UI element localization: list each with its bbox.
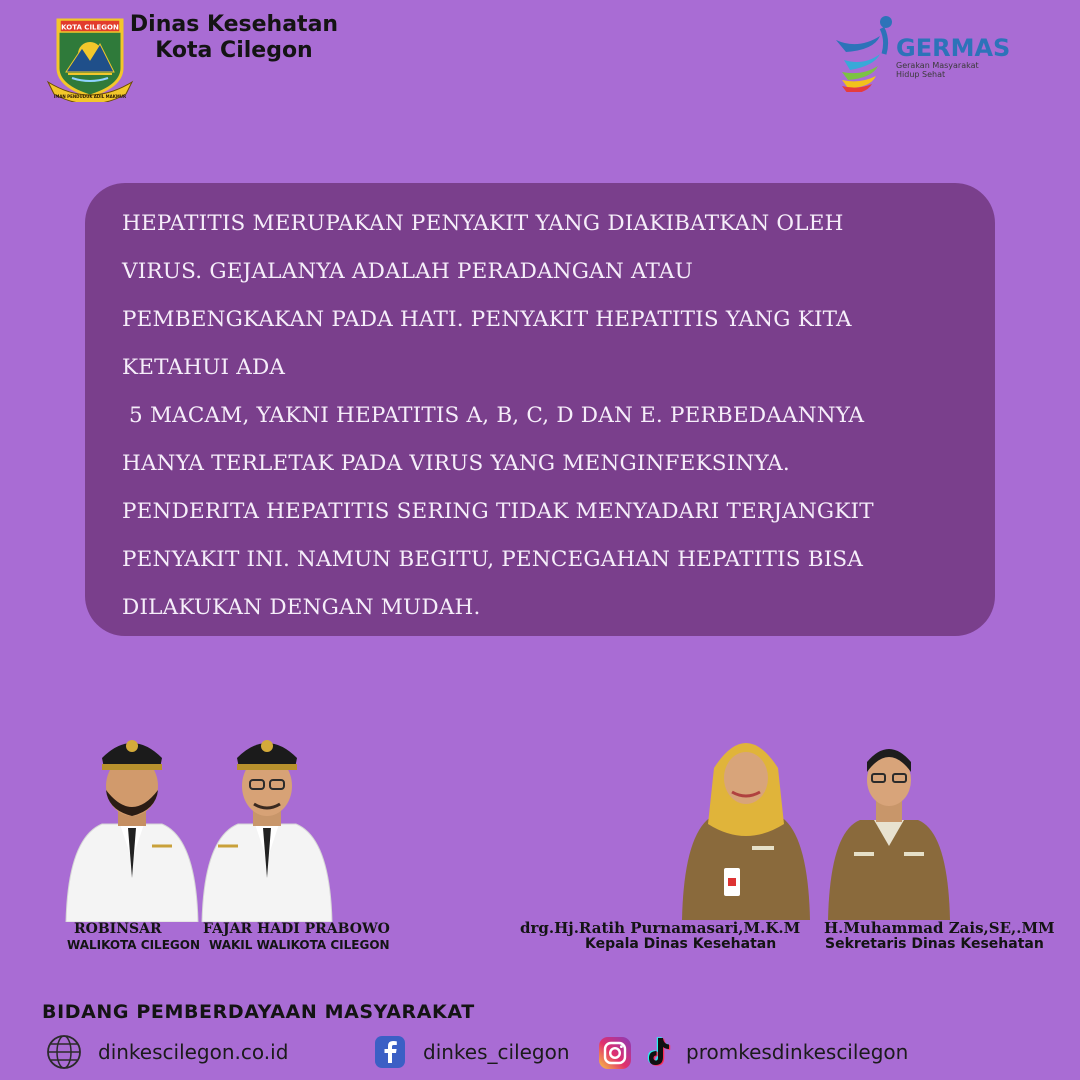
info-line: 5 MACAM, YAKNI HEPATITIS A, B, C, D DAN E. PERBEDAANNYA	[122, 403, 865, 428]
germas-logo-icon	[828, 10, 1028, 92]
emblem-motto-text: IMAN PENDUDUK ADIL MAKMUR	[53, 94, 127, 99]
mayor-photo	[62, 728, 202, 922]
person-name: ROBINSAR	[74, 921, 162, 937]
hepatitis-info-text	[122, 200, 987, 632]
info-line: PENDERITA HEPATITIS SERING TIDAK MENYADARI TERJANGKIT	[122, 499, 874, 524]
facebook-handle[interactable]: dinkes_cilegon	[423, 1040, 570, 1064]
org-name-line2: Kota Cilegon	[155, 38, 313, 63]
person-name: H.Muhammad Zais,SE,.MM	[824, 919, 1055, 937]
person-name: drg.Hj.Ratih Purnamasari,M.K.M	[520, 919, 801, 937]
info-line: PENYAKIT INI. NAMUN BEGITU, PENCEGAHAN HEPATITIS BISA	[122, 547, 864, 572]
head-of-office-photo	[680, 728, 812, 920]
emblem-banner-text: KOTA CILEGON	[61, 23, 119, 32]
secretary-photo	[826, 736, 952, 920]
info-line: HEPATITIS MERUPAKAN PENYAKIT YANG DIAKIBATKAN OLEH	[122, 211, 844, 236]
instagram-icon[interactable]	[598, 1036, 632, 1070]
facebook-icon[interactable]	[374, 1035, 406, 1069]
organization-name	[120, 12, 348, 64]
person-name: FAJAR HADI PRABOWO	[203, 921, 390, 937]
person-role: Sekretaris Dinas Kesehatan	[825, 936, 1044, 952]
globe-icon	[46, 1034, 82, 1070]
social-handle[interactable]: promkesdinkescilegon	[686, 1040, 909, 1064]
info-line: VIRUS. GEJALANYA ADALAH PERADANGAN ATAU	[122, 259, 693, 284]
info-line: KETAHUI ADA	[122, 355, 286, 380]
person-role: Kepala Dinas Kesehatan	[585, 936, 777, 952]
germas-subtitle-1: Gerakan Masyarakat	[896, 61, 979, 70]
germas-title: GERMAS	[896, 34, 1011, 62]
germas-subtitle-2: Hidup Sehat	[896, 70, 946, 79]
website-link[interactable]: dinkescilegon.co.id	[98, 1040, 289, 1064]
info-line: PEMBENGKAKAN PADA HATI. PENYAKIT HEPATITIS YANG KITA	[122, 307, 852, 332]
info-line: DILAKUKAN DENGAN MUDAH.	[122, 595, 481, 620]
division-name: BIDANG PEMBERDAYAAN MASYARAKAT	[42, 1001, 475, 1023]
person-role: WAKIL WALIKOTA CILEGON	[209, 938, 390, 952]
vice-mayor-photo	[200, 728, 334, 922]
info-card	[85, 183, 995, 636]
info-line: HANYA TERLETAK PADA VIRUS YANG MENGINFEKSINYA.	[122, 451, 790, 476]
person-role: WALIKOTA CILEGON	[67, 938, 200, 952]
tiktok-icon[interactable]	[641, 1035, 673, 1069]
org-name-line1: Dinas Kesehatan	[129, 12, 339, 37]
